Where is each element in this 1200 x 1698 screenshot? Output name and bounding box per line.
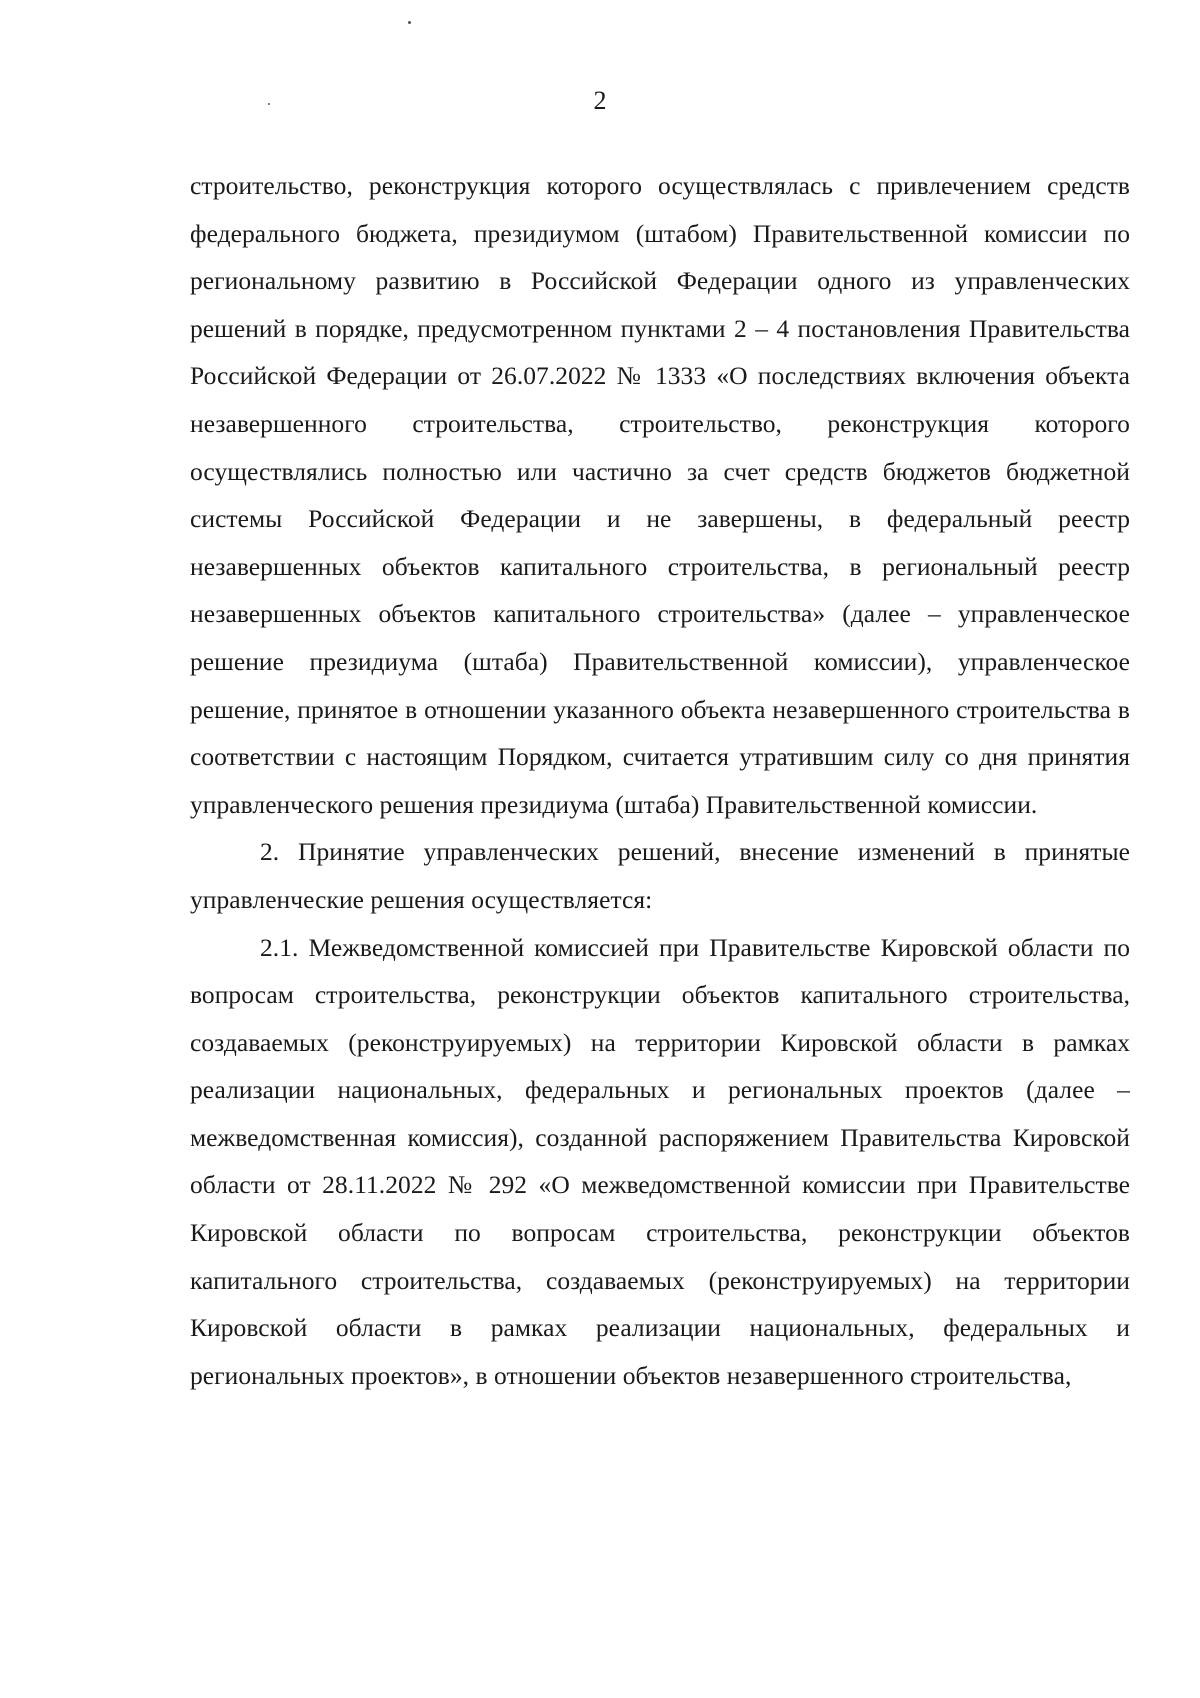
scan-speck (408, 21, 411, 24)
document-body (190, 162, 1130, 1399)
paragraph-1: строительство, реконструкция которого осуществлялась с привлечением средств федерального бюджета, президиумом (штабом) Правительственной комиссии по региональному развитию в Российской Федерации одного из управленческих решений в порядке, предусмотренном пунктами 2 – 4 постановления Правительства Российской Федерации от 26.07.2022 № 1333 «О последствиях включения объекта незавершенного строительства, строительство, реконструкция которого осуществлялись полностью или частично за счет средств бюджетов бюджетной системы Российской Федерации и не завершены, в федеральный реестр незавершенных объектов капитального строительства, в региональный реестр незавершенных объектов капитального строительства» (далее – управленческое решение президиума (штаба) Правительственной комиссии), управленческое решение, принятое в отношении указанного объекта незавершенного строительства в соответствии с настоящим Порядком, считается утратившим силу со дня принятия управленческого решения президиума (штаба) Правительственной комиссии. (190, 171, 1130, 819)
page-number: 2 (593, 86, 607, 115)
paragraph-3: 2.1. Межведомственной комиссией при Правительстве Кировской области по вопросам строительства, реконструкции объектов капитального строительства, создаваемых (реконструируемых) на территории Кировской области в рамках реализации национальных, федеральных и региональных проектов (далее – межведомственная комиссия), созданной распоряжением Правительства Кировской области от 28.11.2022 № 292 «О межведомственной комиссии при Правительстве Кировской области по вопросам строительства, реконструкции объектов капитального строительства, создаваемых (реконструируемых) на территории Кировской области в рамках реализации национальных, федеральных и региональных проектов», в отношении объектов незавершенного строительства, (190, 932, 1130, 1390)
paragraph-2: 2. Принятие управленческих решений, внесение изменений в принятые управленческие решения осуществляется: (190, 837, 1130, 914)
